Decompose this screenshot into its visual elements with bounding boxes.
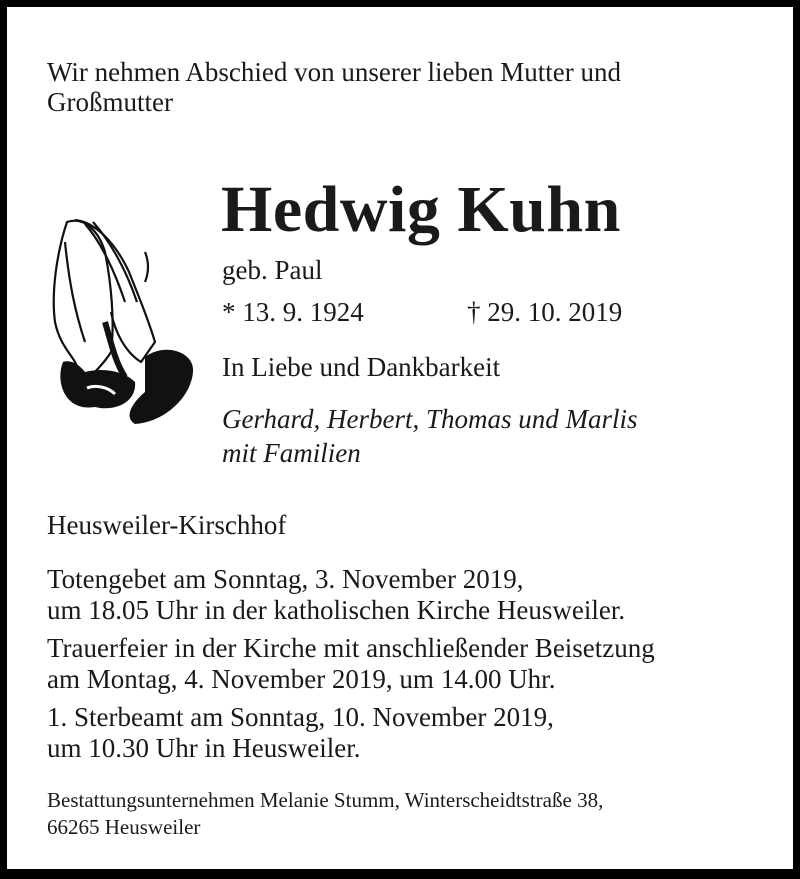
death-notice [7, 7, 793, 869]
praying-hands-icon [45, 212, 195, 427]
place: Heusweiler-Kirschhof [47, 510, 287, 540]
mourners-line-2: mit Familien [222, 438, 361, 468]
event-2-line-2: am Montag, 4. November 2019, um 14.00 Uhr. [47, 664, 556, 694]
event-3-line-1: 1. Sterbeamt am Sonntag, 10. November 2019, [47, 702, 554, 732]
death-date: † 29. 10. 2019 [467, 297, 623, 327]
funeral-home-line-1: Bestattungsunternehmen Melanie Stumm, Winterscheidtstraße 38, [47, 788, 604, 812]
event-1-line-2: um 18.05 Uhr in der katholischen Kirche Heusweiler. [47, 595, 626, 625]
birth-date: * 13. 9. 1924 [222, 297, 364, 327]
event-1-line-1: Totengebet am Sonntag, 3. November 2019, [47, 564, 524, 594]
maiden-name: geb. Paul [222, 255, 323, 285]
event-2-line-1: Trauerfeier in der Kirche mit anschließender Beisetzung [47, 633, 655, 663]
gratitude-line: In Liebe und Dankbarkeit [222, 352, 501, 382]
deceased-name: Hedwig Kuhn [221, 173, 621, 246]
funeral-home-line-2: 66265 Heusweiler [47, 815, 201, 839]
intro-line-1: Wir nehmen Abschied von unserer lieben Mutter und [47, 57, 622, 87]
mourners-line-1: Gerhard, Herbert, Thomas und Marlis [222, 404, 638, 434]
intro-line-2: Großmutter [47, 87, 173, 117]
event-3-line-2: um 10.30 Uhr in Heusweiler. [47, 733, 361, 763]
